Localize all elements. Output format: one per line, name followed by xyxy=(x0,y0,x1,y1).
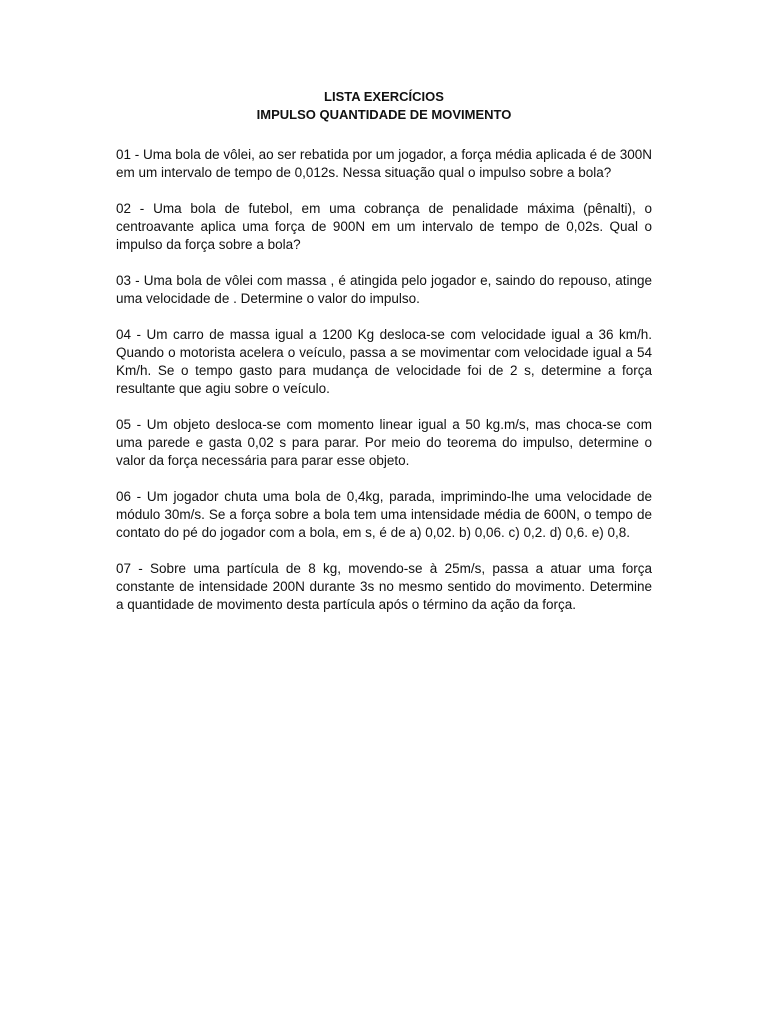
exercise-05: 05 - Um objeto desloca-se com momento linear igual a 50 kg.m/s, mas choca-se com uma parede e gasta 0,02 s para parar. Por meio do teorema do impulso, determine o valor da força necessária para parar esse objeto. xyxy=(116,417,652,468)
title-block xyxy=(116,88,652,124)
exercise-04: 04 - Um carro de massa igual a 1200 Kg desloca-se com velocidade igual a 36 km/h. Quando o motorista acelera o veículo, passa a se movimentar com velocidade igual a 54 Km/h. Se o tempo gasto para mudança de velocidade foi de 2 s, determine a força resultante que agiu sobre o veículo. xyxy=(116,327,652,396)
exercise-03: 03 - Uma bola de vôlei com massa , é atingida pelo jogador e, saindo do repouso, atinge uma velocidade de . Determine o valor do impulso. xyxy=(116,273,652,306)
document-title: LISTA EXERCÍCIOS xyxy=(324,89,444,104)
document-content xyxy=(116,88,652,632)
exercise-07: 07 - Sobre uma partícula de 8 kg, movendo-se à 25m/s, passa a atuar uma força constante de intensidade 200N durante 3s no mesmo sentido do movimento. Determine a quantidade de movimento desta partícula após o término da ação da força. xyxy=(116,561,652,612)
document-subtitle: IMPULSO QUANTIDADE DE MOVIMENTO xyxy=(256,107,512,122)
exercise-02: 02 - Uma bola de futebol, em uma cobrança de penalidade máxima (pênalti), o centroavante aplica uma força de 900N em um intervalo de tempo de 0,02s. Qual o impulso da força sobre a bola? xyxy=(116,201,652,252)
exercise-06: 06 - Um jogador chuta uma bola de 0,4kg, parada, imprimindo-lhe uma velocidade de módulo 30m/s. Se a força sobre a bola tem uma intensidade média de 600N, o tempo de contato do pé do jogador com a bola, em s, é de a) 0,02. b) 0,06. c) 0,2. d) 0,6. e) 0,8. xyxy=(116,489,652,540)
exercise-01: 01 - Uma bola de vôlei, ao ser rebatida por um jogador, a força média aplicada é de 300N em um intervalo de tempo de 0,012s. Nessa situação qual o impulso sobre a bola? xyxy=(116,147,652,180)
